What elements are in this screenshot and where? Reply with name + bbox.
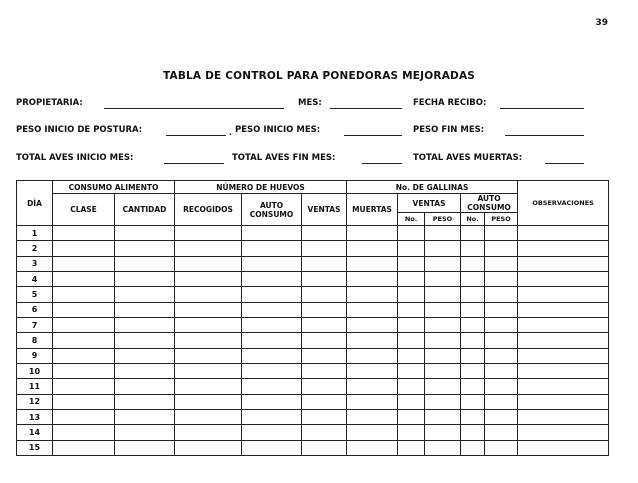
entry-cell[interactable] — [425, 287, 461, 302]
entry-cell[interactable] — [518, 394, 609, 409]
entry-cell[interactable] — [242, 256, 302, 271]
peso-fin-mes-label: PESO FIN MES: — [413, 125, 485, 135]
entry-cell[interactable] — [485, 241, 518, 256]
entry-cell[interactable] — [461, 409, 485, 424]
entry-cell[interactable] — [518, 379, 609, 394]
day-number: 2 — [17, 241, 53, 256]
entry-cell[interactable] — [485, 363, 518, 378]
entry-cell[interactable] — [398, 256, 425, 271]
entry-cell[interactable] — [461, 394, 485, 409]
total-aves-muertas-label: TOTAL AVES MUERTAS: — [413, 153, 523, 163]
entry-cell[interactable] — [485, 226, 518, 241]
header-observaciones: OBSERVACIONES — [518, 181, 609, 226]
entry-cell[interactable] — [398, 317, 425, 332]
table-row — [17, 409, 609, 424]
entry-cell[interactable] — [485, 287, 518, 302]
entry-cell[interactable] — [518, 363, 609, 378]
entry-cell[interactable] — [518, 256, 609, 271]
table-row — [17, 379, 609, 394]
entry-cell[interactable] — [425, 363, 461, 378]
entry-cell[interactable] — [302, 394, 347, 409]
entry-cell[interactable] — [242, 302, 302, 317]
entry-cell[interactable] — [398, 271, 425, 286]
entry-cell[interactable] — [53, 363, 115, 378]
total-aves-inicio-label: TOTAL AVES INICIO MES: — [16, 153, 134, 163]
day-number: 12 — [17, 394, 53, 409]
entry-cell[interactable] — [347, 302, 398, 317]
entry-cell[interactable] — [115, 287, 175, 302]
entry-cell[interactable] — [347, 409, 398, 424]
header-ventas-gallinas: VENTAS — [398, 194, 461, 213]
fecha-recibo-label: FECHA RECIBO: — [413, 98, 487, 108]
entry-cell[interactable] — [115, 317, 175, 332]
entry-cell[interactable] — [347, 241, 398, 256]
day-number: 9 — [17, 348, 53, 363]
entry-cell[interactable] — [53, 333, 115, 348]
entry-cell[interactable] — [347, 256, 398, 271]
table-row — [17, 241, 609, 256]
entry-cell[interactable] — [425, 317, 461, 332]
entry-cell[interactable] — [485, 333, 518, 348]
header-auto-consumo: AUTO CONSUMO — [242, 194, 302, 226]
total-aves-inicio-line[interactable] — [164, 163, 224, 164]
entry-cell[interactable] — [115, 440, 175, 455]
entry-cell[interactable] — [175, 394, 242, 409]
entry-cell[interactable] — [53, 379, 115, 394]
table-row — [17, 256, 609, 271]
entry-cell[interactable] — [115, 226, 175, 241]
entry-cell[interactable] — [175, 271, 242, 286]
table-row — [17, 317, 609, 332]
entry-cell[interactable] — [175, 226, 242, 241]
entry-cell[interactable] — [347, 271, 398, 286]
table-row — [17, 302, 609, 317]
entry-cell[interactable] — [347, 394, 398, 409]
entry-cell[interactable] — [425, 256, 461, 271]
entry-cell[interactable] — [175, 241, 242, 256]
entry-cell[interactable] — [398, 379, 425, 394]
entry-cell[interactable] — [53, 226, 115, 241]
entry-cell[interactable] — [398, 333, 425, 348]
peso-inicio-postura-label: PESO INICIO DE POSTURA: — [16, 125, 143, 135]
entry-cell[interactable] — [461, 440, 485, 455]
table-row — [17, 333, 609, 348]
entry-cell[interactable] — [425, 394, 461, 409]
entry-cell[interactable] — [53, 348, 115, 363]
entry-cell[interactable] — [398, 440, 425, 455]
day-number: 5 — [17, 287, 53, 302]
entry-cell[interactable] — [461, 302, 485, 317]
table-row — [17, 271, 609, 286]
entry-cell[interactable] — [302, 302, 347, 317]
table-row — [17, 440, 609, 455]
header-ventas: VENTAS — [302, 194, 347, 226]
entry-cell[interactable] — [302, 440, 347, 455]
entry-cell[interactable] — [398, 241, 425, 256]
entry-cell[interactable] — [115, 256, 175, 271]
entry-cell[interactable] — [485, 440, 518, 455]
entry-cell[interactable] — [425, 271, 461, 286]
tick-mark: · — [229, 130, 233, 139]
entry-cell[interactable] — [398, 409, 425, 424]
entry-cell[interactable] — [461, 379, 485, 394]
peso-fin-mes-line[interactable] — [505, 135, 584, 136]
entry-cell[interactable] — [518, 425, 609, 440]
table-row — [17, 226, 609, 241]
page-number: 39 — [595, 18, 608, 28]
entry-cell[interactable] — [461, 226, 485, 241]
entry-cell[interactable] — [115, 302, 175, 317]
entry-cell[interactable] — [175, 348, 242, 363]
entry-cell[interactable] — [485, 317, 518, 332]
entry-cell[interactable] — [398, 394, 425, 409]
entry-cell[interactable] — [53, 256, 115, 271]
entry-cell[interactable] — [242, 425, 302, 440]
entry-cell[interactable] — [242, 409, 302, 424]
entry-cell[interactable] — [485, 409, 518, 424]
entry-cell[interactable] — [242, 363, 302, 378]
entry-cell[interactable] — [175, 302, 242, 317]
entry-cell[interactable] — [485, 394, 518, 409]
day-number: 4 — [17, 271, 53, 286]
table-row — [17, 363, 609, 378]
header-no-gallinas: No. DE GALLINAS — [347, 181, 518, 194]
entry-cell[interactable] — [175, 425, 242, 440]
entry-cell[interactable] — [518, 287, 609, 302]
entry-cell[interactable] — [398, 363, 425, 378]
entry-cell[interactable] — [53, 271, 115, 286]
entry-cell[interactable] — [518, 302, 609, 317]
entry-cell[interactable] — [53, 425, 115, 440]
total-aves-fin-line[interactable] — [362, 163, 402, 164]
header-clase: CLASE — [53, 194, 115, 226]
mes-label: MES: — [298, 98, 322, 108]
entry-cell[interactable] — [461, 271, 485, 286]
entry-cell[interactable] — [461, 363, 485, 378]
entry-cell[interactable] — [485, 271, 518, 286]
entry-cell[interactable] — [115, 348, 175, 363]
entry-cell[interactable] — [53, 287, 115, 302]
entry-cell[interactable] — [518, 226, 609, 241]
entry-cell[interactable] — [242, 271, 302, 286]
entry-cell[interactable] — [518, 440, 609, 455]
entry-cell[interactable] — [518, 348, 609, 363]
propietaria-line[interactable] — [104, 108, 284, 109]
entry-cell[interactable] — [115, 271, 175, 286]
entry-cell[interactable] — [302, 256, 347, 271]
entry-cell[interactable] — [302, 241, 347, 256]
entry-cell[interactable] — [461, 287, 485, 302]
entry-cell[interactable] — [302, 409, 347, 424]
entry-cell[interactable] — [425, 302, 461, 317]
entry-cell[interactable] — [115, 379, 175, 394]
peso-inicio-mes-label: PESO INICIO MES: — [235, 125, 321, 135]
entry-cell[interactable] — [425, 226, 461, 241]
entry-cell[interactable] — [175, 287, 242, 302]
entry-cell[interactable] — [461, 241, 485, 256]
entry-cell[interactable] — [518, 271, 609, 286]
entry-cell[interactable] — [425, 409, 461, 424]
propietaria-label: PROPIETARIA: — [16, 98, 83, 108]
day-number: 10 — [17, 363, 53, 378]
entry-cell[interactable] — [398, 287, 425, 302]
entry-cell[interactable] — [485, 256, 518, 271]
entry-cell[interactable] — [175, 363, 242, 378]
entry-cell[interactable] — [485, 348, 518, 363]
header-cantidad: CANTIDAD — [115, 194, 175, 226]
entry-cell[interactable] — [425, 425, 461, 440]
header-consumo-alimento: CONSUMO ALIMENTO — [53, 181, 175, 194]
total-aves-muertas-line[interactable] — [545, 163, 584, 164]
table-row — [17, 287, 609, 302]
entry-cell[interactable] — [347, 348, 398, 363]
entry-cell[interactable] — [485, 302, 518, 317]
entry-cell[interactable] — [347, 317, 398, 332]
table-row — [17, 348, 609, 363]
entry-cell[interactable] — [398, 226, 425, 241]
day-number: 13 — [17, 409, 53, 424]
entry-cell[interactable] — [518, 317, 609, 332]
entry-cell[interactable] — [175, 317, 242, 332]
entry-cell[interactable] — [461, 256, 485, 271]
header-dia: DÍA — [17, 181, 53, 226]
entry-cell[interactable] — [53, 241, 115, 256]
entry-cell[interactable] — [302, 333, 347, 348]
entry-cell[interactable] — [425, 241, 461, 256]
entry-cell[interactable] — [518, 409, 609, 424]
entry-cell[interactable] — [302, 271, 347, 286]
entry-cell[interactable] — [302, 287, 347, 302]
entry-cell[interactable] — [485, 379, 518, 394]
entry-cell[interactable] — [518, 241, 609, 256]
entry-cell[interactable] — [425, 440, 461, 455]
form-title: TABLA DE CONTROL PARA PONEDORAS MEJORADAS — [162, 70, 476, 82]
entry-cell[interactable] — [175, 256, 242, 271]
entry-cell[interactable] — [461, 348, 485, 363]
mes-line[interactable] — [330, 108, 402, 109]
table-row — [17, 425, 609, 440]
day-number: 15 — [17, 440, 53, 455]
entry-cell[interactable] — [175, 333, 242, 348]
entry-cell[interactable] — [53, 302, 115, 317]
entry-cell[interactable] — [115, 241, 175, 256]
entry-cell[interactable] — [53, 317, 115, 332]
header-auto-peso: PESO — [485, 213, 518, 226]
entry-cell[interactable] — [398, 348, 425, 363]
entry-cell[interactable] — [302, 348, 347, 363]
day-number: 11 — [17, 379, 53, 394]
peso-inicio-mes-line[interactable] — [344, 135, 402, 136]
entry-cell[interactable] — [347, 379, 398, 394]
header-muertas: MUERTAS — [347, 194, 398, 226]
entry-cell[interactable] — [347, 425, 398, 440]
entry-cell[interactable] — [242, 226, 302, 241]
table-row — [17, 394, 609, 409]
entry-cell[interactable] — [302, 317, 347, 332]
entry-cell[interactable] — [425, 348, 461, 363]
day-number: 14 — [17, 425, 53, 440]
entry-cell[interactable] — [347, 440, 398, 455]
entry-cell[interactable] — [53, 394, 115, 409]
entry-cell[interactable] — [302, 226, 347, 241]
day-number: 7 — [17, 317, 53, 332]
entry-cell[interactable] — [461, 317, 485, 332]
entry-cell[interactable] — [398, 425, 425, 440]
entry-cell[interactable] — [53, 440, 115, 455]
entry-cell[interactable] — [242, 317, 302, 332]
entry-cell[interactable] — [425, 379, 461, 394]
day-number: 1 — [17, 226, 53, 241]
entry-cell[interactable] — [53, 409, 115, 424]
entry-cell[interactable] — [461, 425, 485, 440]
entry-cell[interactable] — [302, 363, 347, 378]
total-aves-fin-label: TOTAL AVES FIN MES: — [232, 153, 336, 163]
entry-cell[interactable] — [175, 379, 242, 394]
entry-cell[interactable] — [242, 440, 302, 455]
header-auto-no: No. — [461, 213, 485, 226]
entry-cell[interactable] — [242, 333, 302, 348]
entry-cell[interactable] — [115, 409, 175, 424]
entry-cell[interactable] — [485, 425, 518, 440]
entry-cell[interactable] — [175, 440, 242, 455]
entry-cell[interactable] — [347, 226, 398, 241]
entry-cell[interactable] — [242, 241, 302, 256]
entry-cell[interactable] — [347, 333, 398, 348]
entry-cell[interactable] — [175, 409, 242, 424]
entry-cell[interactable] — [115, 363, 175, 378]
peso-inicio-postura-line[interactable] — [166, 135, 226, 136]
control-table — [16, 180, 609, 456]
entry-cell[interactable] — [242, 394, 302, 409]
entry-cell[interactable] — [425, 333, 461, 348]
entry-cell[interactable] — [347, 363, 398, 378]
day-number: 8 — [17, 333, 53, 348]
day-number: 3 — [17, 256, 53, 271]
entry-cell[interactable] — [242, 379, 302, 394]
entry-cell[interactable] — [115, 425, 175, 440]
entry-cell[interactable] — [302, 379, 347, 394]
fecha-recibo-line[interactable] — [500, 108, 584, 109]
header-ventas-no: No. — [398, 213, 425, 226]
entry-cell[interactable] — [398, 302, 425, 317]
header-auto-consumo-gallinas: AUTO CONSUMO — [461, 194, 518, 213]
header-recogidos: RECOGIDOS — [175, 194, 242, 226]
entry-cell[interactable] — [115, 394, 175, 409]
entry-cell[interactable] — [461, 333, 485, 348]
entry-cell[interactable] — [518, 333, 609, 348]
entry-cell[interactable] — [242, 287, 302, 302]
entry-cell[interactable] — [347, 287, 398, 302]
header-numero-huevos: NÚMERO DE HUEVOS — [175, 181, 347, 194]
entry-cell[interactable] — [115, 333, 175, 348]
entry-cell[interactable] — [302, 425, 347, 440]
entry-cell[interactable] — [242, 348, 302, 363]
header-ventas-peso: PESO — [425, 213, 461, 226]
day-number: 6 — [17, 302, 53, 317]
